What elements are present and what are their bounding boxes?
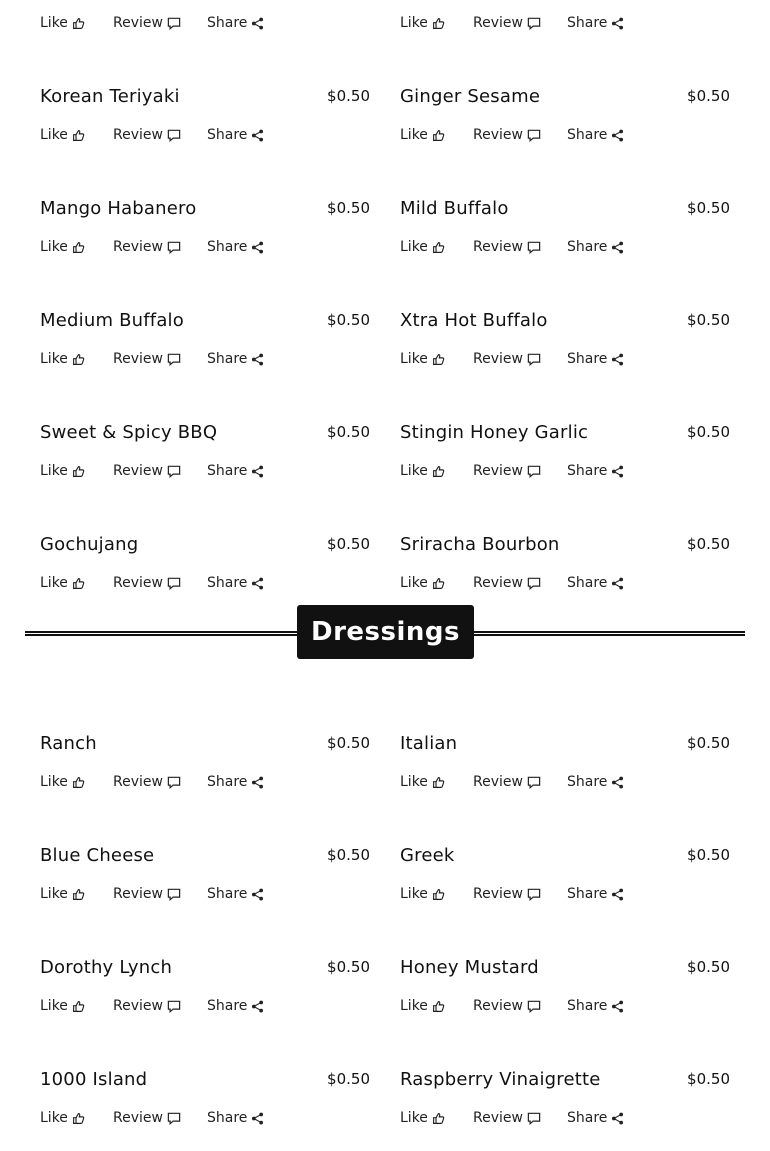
item-actions: [40, 572, 264, 594]
thumbs-up-icon: [72, 17, 85, 30]
comment-icon: [167, 776, 181, 789]
share-icon: [251, 129, 264, 142]
thumbs-up-icon: [432, 1112, 445, 1125]
share-icon: [611, 776, 624, 789]
menu-item: [40, 815, 370, 927]
item-name: Medium Buffalo: [40, 309, 184, 331]
item-actions: [400, 771, 624, 793]
thumbs-up-icon: [432, 129, 445, 142]
comment-icon: [527, 465, 541, 478]
thumbs-up-icon: [432, 1000, 445, 1013]
item-actions: [400, 236, 624, 258]
thumbs-up-icon: [432, 888, 445, 901]
share-button[interactable]: Share: [567, 998, 624, 1014]
review-button[interactable]: Review: [113, 575, 207, 591]
share-button[interactable]: Share: [207, 774, 264, 790]
item-name: Sriracha Bourbon: [400, 533, 560, 555]
like-button[interactable]: Like: [400, 998, 473, 1014]
item-name: Ranch: [40, 732, 97, 754]
menu-item: [40, 703, 370, 815]
item-price: $0.50: [687, 734, 730, 752]
dressings-list: [40, 703, 730, 1151]
like-button[interactable]: Like: [40, 774, 113, 790]
share-button[interactable]: Share: [207, 886, 264, 902]
item-price: $0.50: [687, 535, 730, 553]
review-button[interactable]: Review: [473, 998, 567, 1014]
menu-item-partial: [400, 0, 730, 56]
share-button[interactable]: Share: [567, 351, 624, 367]
share-icon: [611, 353, 624, 366]
share-button[interactable]: Share: [207, 127, 264, 143]
share-button[interactable]: Share: [567, 15, 624, 31]
share-button[interactable]: Share: [567, 575, 624, 591]
like-button[interactable]: Like: [400, 463, 473, 479]
item-actions: [400, 1107, 624, 1129]
share-icon: [251, 888, 264, 901]
like-button[interactable]: Like: [400, 575, 473, 591]
review-button[interactable]: Review: [113, 15, 207, 31]
thumbs-up-icon: [432, 577, 445, 590]
like-button[interactable]: Like: [400, 351, 473, 367]
thumbs-up-icon: [72, 776, 85, 789]
review-button[interactable]: Review: [473, 575, 567, 591]
item-price: $0.50: [327, 535, 370, 553]
item-actions: [40, 1107, 264, 1129]
menu-item: [40, 392, 370, 504]
comment-icon: [527, 17, 541, 30]
review-button[interactable]: Review: [113, 127, 207, 143]
item-name: Stingin Honey Garlic: [400, 421, 589, 443]
menu-item: [400, 927, 730, 1039]
item-actions: [40, 460, 264, 482]
comment-icon: [527, 776, 541, 789]
share-button[interactable]: Share: [207, 575, 264, 591]
item-price: $0.50: [327, 311, 370, 329]
comment-icon: [527, 1000, 541, 1013]
comment-icon: [167, 241, 181, 254]
menu-item: [40, 1039, 370, 1151]
item-name: Honey Mustard: [400, 956, 539, 978]
review-button[interactable]: Review: [473, 239, 567, 255]
share-button[interactable]: Share: [207, 463, 264, 479]
like-button[interactable]: Like: [40, 575, 113, 591]
comment-icon: [167, 1112, 181, 1125]
item-price: $0.50: [687, 1070, 730, 1088]
like-button[interactable]: Like: [400, 886, 473, 902]
item-actions: [400, 460, 624, 482]
review-button[interactable]: Review: [473, 463, 567, 479]
like-button[interactable]: Like: [400, 1110, 473, 1126]
review-button[interactable]: Review: [113, 239, 207, 255]
item-actions: [40, 348, 264, 370]
section-title-dressings: Dressings: [297, 605, 474, 659]
item-name: Greek: [400, 844, 455, 866]
like-button[interactable]: Like: [40, 1110, 113, 1126]
like-button[interactable]: Like: [400, 127, 473, 143]
item-actions: [400, 12, 624, 34]
share-icon: [611, 1000, 624, 1013]
comment-icon: [167, 577, 181, 590]
thumbs-up-icon: [72, 465, 85, 478]
comment-icon: [167, 17, 181, 30]
share-icon: [251, 1000, 264, 1013]
like-button[interactable]: Like: [40, 351, 113, 367]
share-button[interactable]: Share: [207, 239, 264, 255]
item-name: Gochujang: [40, 533, 139, 555]
item-price: $0.50: [327, 87, 370, 105]
review-button[interactable]: Review: [473, 15, 567, 31]
share-icon: [611, 1112, 624, 1125]
like-button[interactable]: Like: [400, 774, 473, 790]
comment-icon: [527, 577, 541, 590]
thumbs-up-icon: [432, 241, 445, 254]
item-actions: [40, 771, 264, 793]
menu-item: [400, 815, 730, 927]
item-price: $0.50: [687, 311, 730, 329]
like-button[interactable]: Like: [40, 15, 113, 31]
review-button[interactable]: Review: [473, 886, 567, 902]
share-icon: [251, 241, 264, 254]
thumbs-up-icon: [72, 129, 85, 142]
item-name: Xtra Hot Buffalo: [400, 309, 548, 331]
like-button[interactable]: Like: [40, 463, 113, 479]
menu-item: [400, 1039, 730, 1151]
share-button[interactable]: Share: [567, 239, 624, 255]
comment-icon: [167, 353, 181, 366]
share-button[interactable]: Share: [567, 1110, 624, 1126]
review-button[interactable]: Review: [113, 998, 207, 1014]
menu-item: [40, 168, 370, 280]
item-price: $0.50: [327, 734, 370, 752]
item-name: Sweet & Spicy BBQ: [40, 421, 218, 443]
item-actions: [400, 348, 624, 370]
thumbs-up-icon: [72, 1112, 85, 1125]
item-actions: [400, 124, 624, 146]
review-button[interactable]: Review: [473, 351, 567, 367]
share-icon: [611, 888, 624, 901]
share-icon: [251, 465, 264, 478]
item-actions: [40, 12, 264, 34]
item-name: Dorothy Lynch: [40, 956, 173, 978]
review-button[interactable]: Review: [113, 886, 207, 902]
share-icon: [251, 17, 264, 30]
item-actions: [40, 124, 264, 146]
thumbs-up-icon: [432, 465, 445, 478]
thumbs-up-icon: [72, 577, 85, 590]
thumbs-up-icon: [432, 353, 445, 366]
share-button[interactable]: Share: [567, 886, 624, 902]
share-icon: [251, 577, 264, 590]
like-button[interactable]: Like: [40, 886, 113, 902]
review-button[interactable]: Review: [113, 1110, 207, 1126]
item-actions: [40, 236, 264, 258]
share-icon: [251, 353, 264, 366]
review-button[interactable]: Review: [473, 1110, 567, 1126]
item-price: $0.50: [687, 846, 730, 864]
item-name: 1000 Island: [40, 1068, 148, 1090]
like-button[interactable]: Like: [40, 998, 113, 1014]
item-actions: [400, 572, 624, 594]
comment-icon: [167, 129, 181, 142]
share-button[interactable]: Share: [207, 1110, 264, 1126]
item-actions: [400, 883, 624, 905]
share-button[interactable]: Share: [207, 351, 264, 367]
menu-item: [40, 280, 370, 392]
like-button[interactable]: Like: [40, 239, 113, 255]
menu-item-partial: [40, 0, 370, 56]
like-button[interactable]: Like: [400, 15, 473, 31]
item-price: $0.50: [687, 958, 730, 976]
review-button[interactable]: Review: [473, 127, 567, 143]
item-actions: [40, 883, 264, 905]
thumbs-up-icon: [432, 776, 445, 789]
item-name: Korean Teriyaki: [40, 85, 180, 107]
sauces-list: [40, 0, 730, 616]
menu-item: [40, 56, 370, 168]
share-icon: [611, 129, 624, 142]
item-price: $0.50: [687, 199, 730, 217]
comment-icon: [167, 888, 181, 901]
item-name: Italian: [400, 732, 458, 754]
menu-item: [40, 504, 370, 616]
share-button[interactable]: Share: [207, 15, 264, 31]
comment-icon: [527, 1112, 541, 1125]
review-button[interactable]: Review: [113, 774, 207, 790]
item-name: Ginger Sesame: [400, 85, 541, 107]
comment-icon: [527, 241, 541, 254]
share-button[interactable]: Share: [207, 998, 264, 1014]
share-button[interactable]: Share: [567, 127, 624, 143]
comment-icon: [527, 353, 541, 366]
item-price: $0.50: [327, 846, 370, 864]
comment-icon: [527, 129, 541, 142]
item-name: Mild Buffalo: [400, 197, 509, 219]
item-price: $0.50: [327, 423, 370, 441]
menu-item: [400, 392, 730, 504]
share-button[interactable]: Share: [567, 774, 624, 790]
item-name: Blue Cheese: [40, 844, 155, 866]
share-icon: [611, 465, 624, 478]
menu-item: [400, 703, 730, 815]
thumbs-up-icon: [432, 17, 445, 30]
review-button[interactable]: Review: [473, 774, 567, 790]
thumbs-up-icon: [72, 241, 85, 254]
thumbs-up-icon: [72, 888, 85, 901]
thumbs-up-icon: [72, 1000, 85, 1013]
comment-icon: [167, 465, 181, 478]
like-button[interactable]: Like: [400, 239, 473, 255]
item-actions: [40, 995, 264, 1017]
thumbs-up-icon: [72, 353, 85, 366]
item-name: Mango Habanero: [40, 197, 197, 219]
item-name: Raspberry Vinaigrette: [400, 1068, 601, 1090]
item-price: $0.50: [687, 87, 730, 105]
share-icon: [611, 577, 624, 590]
item-price: $0.50: [687, 423, 730, 441]
share-icon: [611, 17, 624, 30]
menu-item: [400, 504, 730, 616]
share-icon: [611, 241, 624, 254]
menu-item: [40, 927, 370, 1039]
item-price: $0.50: [327, 199, 370, 217]
item-actions: [400, 995, 624, 1017]
comment-icon: [527, 888, 541, 901]
share-button[interactable]: Share: [567, 463, 624, 479]
like-button[interactable]: Like: [40, 127, 113, 143]
item-price: $0.50: [327, 958, 370, 976]
item-price: $0.50: [327, 1070, 370, 1088]
review-button[interactable]: Review: [113, 351, 207, 367]
review-button[interactable]: Review: [113, 463, 207, 479]
menu-item: [400, 56, 730, 168]
share-icon: [251, 776, 264, 789]
menu-item: [400, 168, 730, 280]
share-icon: [251, 1112, 264, 1125]
menu-item: [400, 280, 730, 392]
comment-icon: [167, 1000, 181, 1013]
